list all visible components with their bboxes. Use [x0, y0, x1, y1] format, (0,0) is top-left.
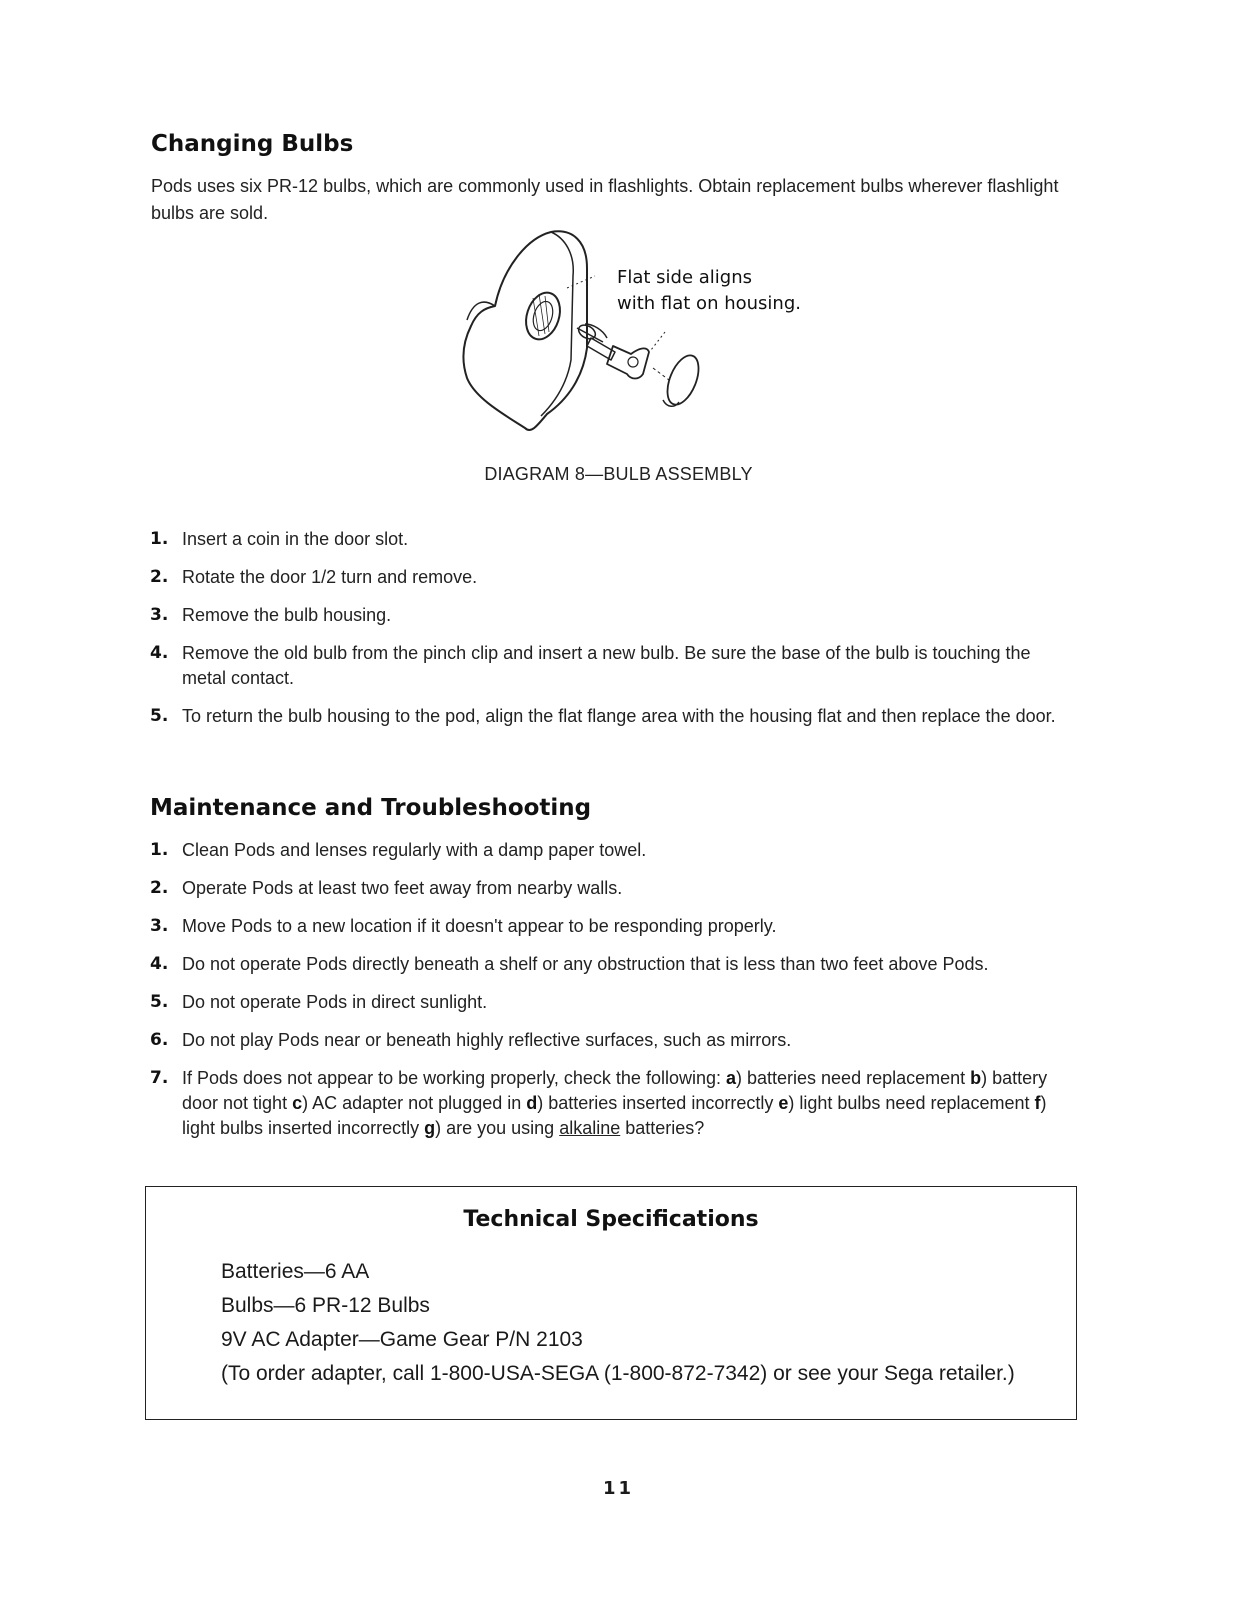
- step-number: 3.: [150, 605, 169, 625]
- step-number: 3.: [150, 916, 169, 936]
- option-letter: f: [1034, 1093, 1041, 1113]
- step-number: 4.: [150, 643, 169, 663]
- spec-lines: [221, 1255, 1015, 1391]
- option-letter: d: [526, 1093, 538, 1113]
- option-text: ) light bulbs need replacement: [788, 1093, 1035, 1113]
- pod-housing-shape: [464, 231, 587, 430]
- step-text: Do not operate Pods directly beneath a shelf or any obstruction that is less than two feet above Pods.: [182, 954, 989, 974]
- alkaline-underlined: alkaline: [559, 1118, 621, 1138]
- bulb-socket-shape: [520, 288, 565, 344]
- option-letter: c: [292, 1093, 303, 1113]
- maintenance-steps-list: [150, 838, 1070, 1154]
- spec-line: 9V AC Adapter—Game Gear P/N 2103: [221, 1328, 583, 1351]
- spec-line: (To order adapter, call 1-800-USA-SEGA (1-800-872-7342) or see your Sega retailer.): [221, 1362, 1015, 1385]
- battery-door-shape: [661, 351, 705, 409]
- step-text: Remove the old bulb from the pinch clip and insert a new bulb. Be sure the base of the bulb is touching the metal contact.: [182, 643, 1031, 688]
- diagram-caption: DIAGRAM 8—BULB ASSEMBLY: [484, 464, 753, 484]
- list-item: [150, 704, 1070, 729]
- list-item: [150, 641, 1070, 691]
- option-letter: b: [970, 1068, 982, 1088]
- step-text: Remove the bulb housing.: [182, 605, 392, 625]
- list-item: [150, 1028, 1070, 1053]
- step-text: Insert a coin in the door slot.: [182, 529, 409, 549]
- step-number: 2.: [150, 878, 169, 898]
- bulb-steps-list: [150, 527, 1070, 742]
- step-text: Clean Pods and lenses regularly with a damp paper towel.: [182, 840, 647, 860]
- option-letter: g: [424, 1118, 436, 1138]
- step-number: 2.: [150, 567, 169, 587]
- list-item: [150, 952, 1070, 977]
- option-text: ) light bulbs inserted incorrectly: [182, 1093, 1047, 1138]
- option-text: ) are you using: [435, 1118, 560, 1138]
- callout-line-1: Flat side aligns: [617, 267, 753, 288]
- step-text: Rotate the door 1/2 turn and remove.: [182, 567, 478, 587]
- spec-line: Batteries—6 AA: [221, 1260, 370, 1283]
- list-item: [150, 527, 1070, 552]
- list-item: [150, 990, 1070, 1015]
- step-number: 7.: [150, 1068, 169, 1088]
- list-item: [150, 876, 1070, 901]
- changing-bulbs-intro: Pods uses six PR-12 bulbs, which are commonly used in flashlights. Obtain replacement bulbs wherever flashlight bulbs are sold.: [151, 176, 1059, 223]
- step-text: Do not play Pods near or beneath highly reflective surfaces, such as mirrors.: [182, 1030, 792, 1050]
- callout-line-2: with flat on housing.: [617, 293, 801, 314]
- option-text-end: batteries?: [620, 1118, 705, 1138]
- step-number: 5.: [150, 992, 169, 1012]
- step-number: 6.: [150, 1030, 169, 1050]
- bulb-assembly-diagram: [455, 228, 815, 438]
- step-text: Do not operate Pods in direct sunlight.: [182, 992, 488, 1012]
- option-letter: a: [725, 1068, 736, 1088]
- list-item: [150, 603, 1070, 628]
- option-text: ) battery door not tight: [182, 1068, 1048, 1113]
- diagram-callout: [617, 265, 877, 317]
- step-text: To return the bulb housing to the pod, align the flat flange area with the housing flat and then replace the door.: [182, 706, 1056, 726]
- spec-title: Technical Specifications: [463, 1207, 759, 1232]
- step-7-text: [182, 1068, 1047, 1138]
- page-number: 11: [602, 1478, 635, 1499]
- list-item: [150, 1066, 1070, 1141]
- option-text: ) batteries need replacement: [736, 1068, 971, 1088]
- spec-line: Bulbs—6 PR-12 Bulbs: [221, 1294, 430, 1317]
- step-text: Operate Pods at least two feet away from nearby walls.: [182, 878, 623, 898]
- option-letter: e: [778, 1093, 789, 1113]
- option-text: ) AC adapter not plugged in: [302, 1093, 527, 1113]
- option-text: ) batteries inserted incorrectly: [537, 1093, 779, 1113]
- step-number: 4.: [150, 954, 169, 974]
- step-number: 5.: [150, 706, 169, 726]
- step-number: 1.: [150, 840, 169, 860]
- technical-specifications-box: [145, 1186, 1077, 1420]
- maintenance-heading: Maintenance and Troubleshooting: [150, 795, 592, 821]
- step-text: Move Pods to a new location if it doesn't appear to be responding properly.: [182, 916, 777, 936]
- step-number: 1.: [150, 529, 169, 549]
- list-item: [150, 914, 1070, 939]
- list-item: [150, 838, 1070, 863]
- changing-bulbs-heading: Changing Bulbs: [151, 131, 354, 157]
- step-7-lead: If Pods does not appear to be working properly, check the following:: [182, 1068, 726, 1088]
- list-item: [150, 565, 1070, 590]
